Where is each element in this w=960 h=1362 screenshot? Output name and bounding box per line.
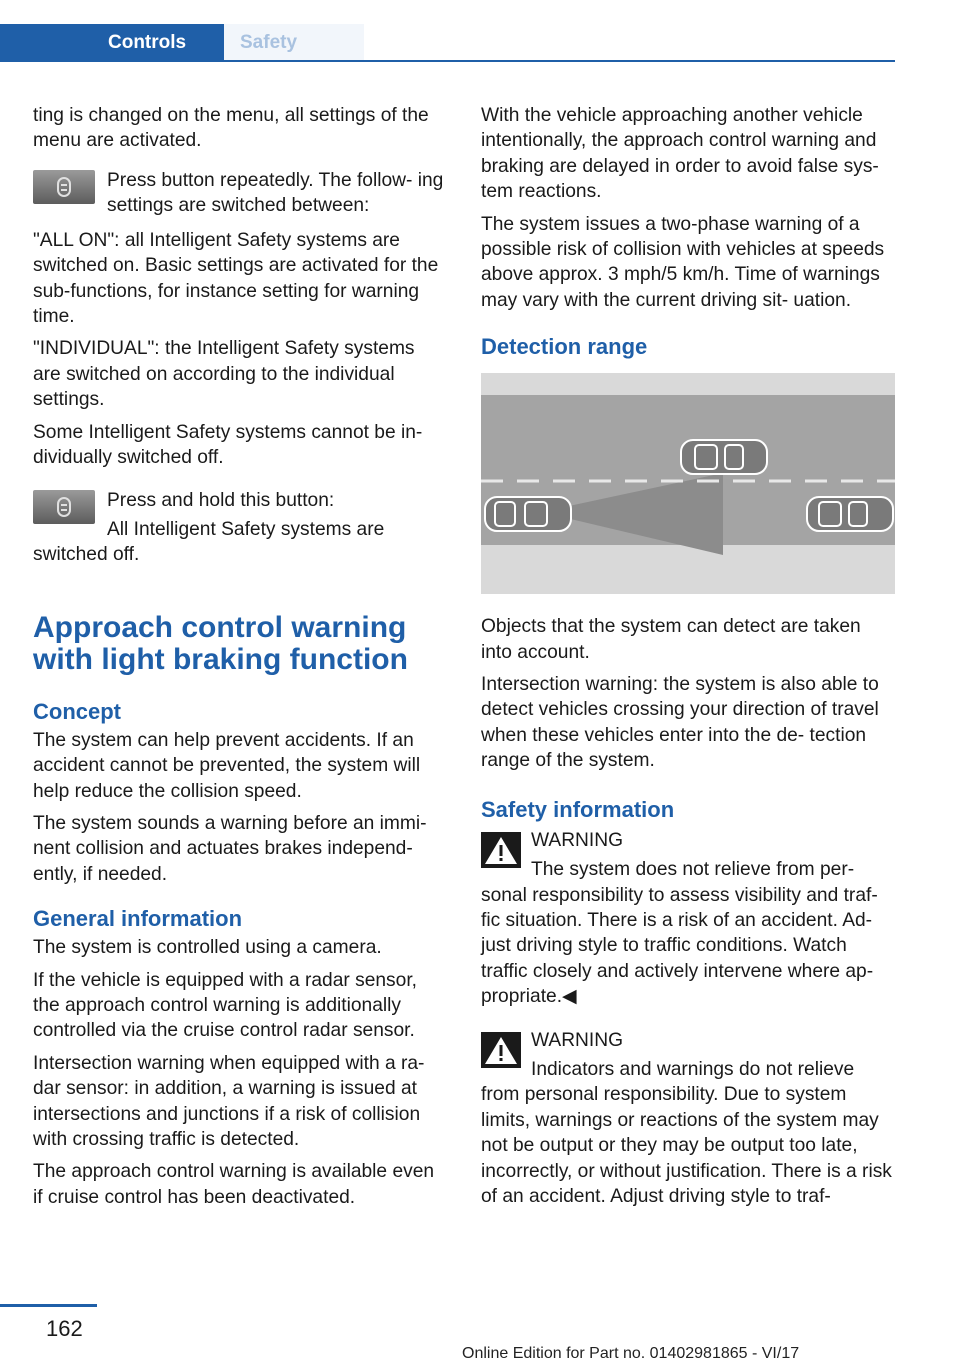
- paragraph: The system sounds a warning before an immi‐ nent collision and actuates brakes independ‐ ently, if needed.: [33, 812, 427, 885]
- paragraph: The approach control warning is available even if cruise control has been deactivated.: [33, 1161, 435, 1208]
- tab-safety[interactable]: Safety: [224, 24, 364, 62]
- page-header: [0, 24, 895, 62]
- car-ahead-icon: [681, 440, 767, 474]
- car-adjacent-icon: [807, 497, 893, 531]
- tab-controls[interactable]: Controls: [0, 24, 224, 62]
- subsection-title-detection: Detection range: [481, 334, 648, 360]
- warning-text: Indicators and warnings do not relieve from personal responsibility. Due to system limits, warnings or reactions of the system may not be output or they may be output too late, incorrectly, or without justification. There is a risk of an accident. Adjust driving style to traf‐: [481, 1058, 892, 1207]
- warning-label: WARNING: [531, 1029, 624, 1051]
- button-instruction: [33, 488, 447, 567]
- paragraph: If the vehicle is equipped with a radar sensor, the approach control warning is additionally controlled via the cruise control radar sensor.: [33, 969, 417, 1042]
- warning-block: [481, 1028, 895, 1210]
- paragraph: The system issues a two-phase warning of a possible risk of collision with vehicles at speeds above approx. 3 mph/5 km/h. Time of warnings may vary with the current driving sit‐ uation.: [481, 213, 885, 311]
- paragraph: ting is changed on the menu, all settings of the menu are activated.: [33, 105, 429, 152]
- footer-rule: [0, 1304, 97, 1307]
- button-instruction: [33, 168, 447, 220]
- paragraph: The system can help prevent accidents. If an accident cannot be prevented, the system will help reduce the collision speed.: [33, 729, 421, 802]
- paragraph: With the vehicle approaching another vehicle intentionally, the approach control warning and braking are delayed in order to avoid false sys‐ tem reactions.: [481, 105, 879, 203]
- intelligent-safety-button-icon: [33, 170, 95, 204]
- own-car-icon: [485, 497, 571, 531]
- paragraph-individual: "INDIVIDUAL": the Intelligent Safety systems are switched on according to the individual settings.: [33, 338, 415, 411]
- warning-label: WARNING: [531, 829, 624, 851]
- subsection-title-safety: Safety information: [481, 796, 675, 822]
- header-rule: [0, 60, 895, 62]
- detection-range-diagram: [481, 373, 895, 594]
- intelligent-safety-button-icon: [33, 490, 95, 524]
- warning-text: The system does not relieve from per‐ sonal responsibility to assess visibility and traf‐ fic situation. There is a risk of an accident. Ad‐ just driving style to traffic conditions. Watch traffic closely and actively intervene where ap‐ propriate.◀: [481, 859, 878, 1008]
- warning-block: [481, 828, 895, 1010]
- right-column: [481, 103, 895, 1216]
- button-instruction-text: Press and hold this button:: [107, 490, 335, 512]
- paragraph: The system is controlled using a camera.: [33, 937, 382, 959]
- paragraph: Objects that the system can detect are taken into account.: [481, 616, 861, 663]
- paragraph-all-on: "ALL ON": all Intelligent Safety systems are switched on. Basic settings are activated for the sub-functions, for instance setting for warning time.: [33, 229, 439, 328]
- button-instruction-text: Press button repeatedly. The follow‐ ing settings are switched between:: [107, 169, 444, 217]
- paragraph: Intersection warning: the system is also able to detect vehicles crossing your direction of travel when these vehicles enter into the de‐ tection range of the system.: [481, 674, 879, 772]
- subsection-title-concept: Concept: [33, 698, 121, 724]
- warning-triangle-icon: [481, 1032, 521, 1068]
- edition-note: Online Edition for Part no. 01402981865 - VI/17: [462, 1345, 800, 1362]
- warning-triangle-icon: [481, 832, 521, 868]
- left-column: [33, 103, 447, 1217]
- section-title: Approach control warning with light braking function: [33, 610, 408, 676]
- paragraph: Some Intelligent Safety systems cannot be in‐ dividually switched off.: [33, 421, 423, 469]
- safety-icon: [57, 497, 71, 517]
- paragraph: Intersection warning when equipped with a ra‐ dar sensor: in addition, a warning is issued at intersections and junctions if a risk of collision with crossing traffic is detected.: [33, 1052, 425, 1150]
- safety-icon: [57, 177, 71, 197]
- detection-range-illustration: [481, 373, 895, 594]
- subsection-title-general: General information: [33, 906, 243, 932]
- page-number: 162: [46, 1316, 83, 1341]
- button-instruction-text: All Intelligent Safety systems are switched off.: [33, 518, 385, 566]
